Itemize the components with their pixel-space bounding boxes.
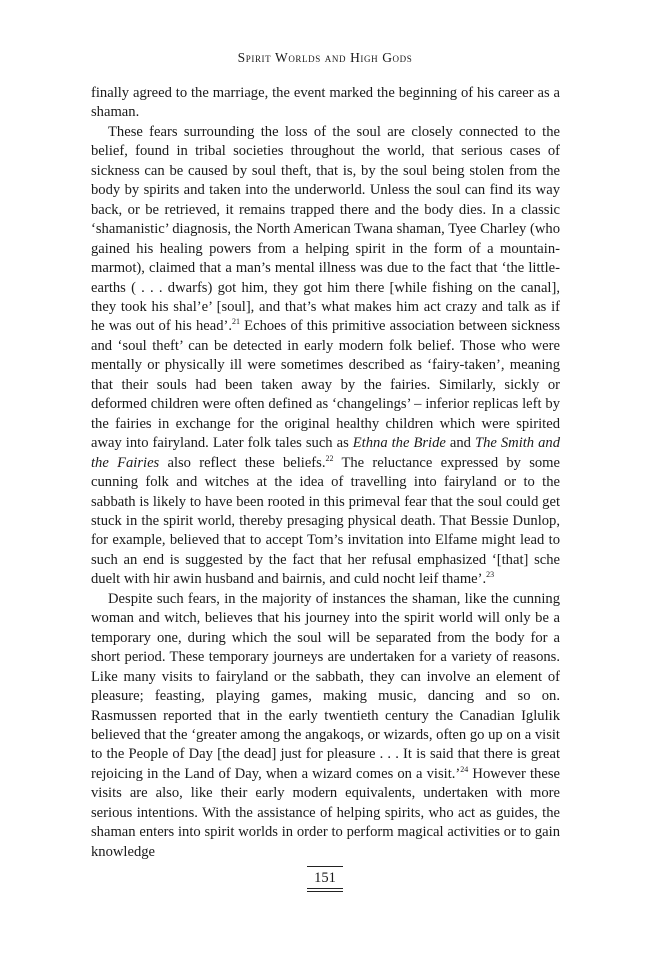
- folio-rule-bottom-1: [307, 888, 343, 889]
- text-run: also reflect these beliefs.: [159, 454, 326, 471]
- running-head: Spirit Worlds and High Gods: [237, 50, 413, 65]
- text-run: Echoes of this primitive association between sickness and ‘soul theft’ can be detected in early modern folk belief. Those who were mentally or physically ill were sometimes described as ‘fairy-taken’, meaning that their souls had been taken away by the fairies. Similarly, sickly or deformed children were often defined as ‘changelings’ – inferior replicas left by the fairies in exchange for the original healthy children which were spirited away into fairyland. Later folk tales such as: [91, 318, 560, 452]
- text-run: However these visits are also, like their early modern equivalents, undertaken with more serious intentions. With the assistance of helping spirits, who act as guides, the shaman enters into spirit worlds in order to perform magical activities or to gain knowledge: [91, 765, 560, 860]
- italic-title: The Smith and the Fairies: [91, 435, 560, 471]
- page-folio: [0, 866, 650, 892]
- text-run: Despite such fears, in the majority of instances the shaman, like the cunning woman and witch, believes that his journey into the spirit world will only be a temporary one, during which the soul will be separated from the body for a short period. These temporary journeys are undertaken for a variety of reasons. Like many visits to fairyland or the sabbath, they can involve an element of pleasure; feasting, playing games, making music, dancing and so on. Rasmussen reported that in the early twentieth century the Canadian Iglulik believed that the ‘greater among the angakoqs, or wizards, often go up on a visit to the People of Day [the dead] just for pleasure . . . It is said that there is great rejoicing in the Land of Day, when a wizard comes on a visit.’: [91, 590, 560, 782]
- note-reference: 23: [486, 570, 495, 580]
- note-reference: 21: [232, 317, 241, 327]
- folio-rule-top: [307, 866, 343, 867]
- body-text: [91, 84, 560, 862]
- note-reference: 22: [325, 453, 334, 463]
- text-run: The reluctance expressed by some cunning folk and witches at the idea of travelling into fairyland or to the sabbath is likely to have been rooted in this primeval fear that the soul could get stuck in the spirit world, thereby presaging physical death. That Bessie Dunlop, for example, believed that to accept Tom’s invitation into Elfame might lead to such an end is suggested by the fact that her refusal emphasized ‘[that] sche duelt with hir awin husband and bairnis, and culd nocht leif thame’.: [91, 454, 561, 588]
- italic-title: Ethna the Bride: [352, 435, 446, 452]
- folio-rule-bottom-2: [307, 891, 343, 892]
- text-run: and: [445, 435, 475, 452]
- paragraph-1: [91, 84, 560, 123]
- paragraph-2: [91, 123, 560, 590]
- text-run: These fears surrounding the loss of the soul are closely connected to the belief, found in tribal societies throughout the world, that serious cases of sickness can be caused by soul theft, that is, by the soul being stolen from the body by spirits and taken into the underworld. Unless the soul can find its way back, or be retrieved, it remains trapped there and the body dies. In a classic ‘shamanistic’ diagnosis, the North American Twana shaman, Tyee Charley (who gained his healing powers from a helping spirit in the form of a mountain-marmot), claimed that a man’s mental illness was due to the fact that ‘the little-earths ( . . . dwarfs) got him, they got him there [while fishing on the canal], they took his shal’e’ [soul], and that’s what makes him act crazy and talk as if he was out of his head’.: [91, 123, 560, 335]
- text-run: finally agreed to the marriage, the event marked the beginning of his career as a shaman.: [91, 85, 560, 121]
- page-number: 151: [314, 870, 336, 886]
- paragraph-3: [91, 590, 560, 862]
- note-reference: 24: [460, 765, 469, 774]
